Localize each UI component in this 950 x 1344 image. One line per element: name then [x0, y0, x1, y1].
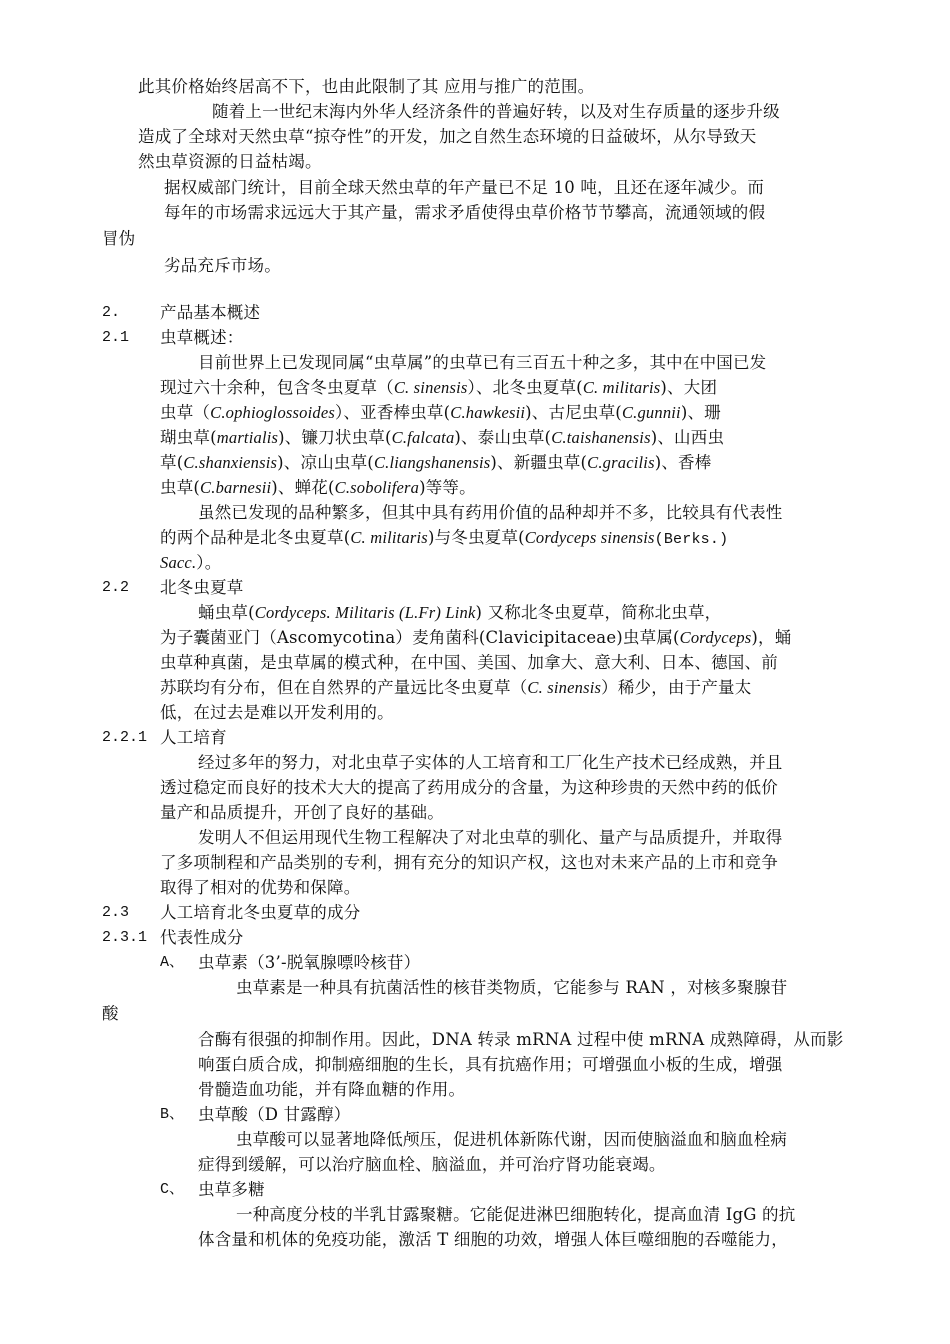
- paragraph-line: Sacc.）。: [160, 553, 222, 572]
- paragraph-line: 据权威部门统计，目前全球天然虫草的年产量已不足 10 吨，且还在逐年减少。而: [164, 178, 765, 197]
- paragraph-line: 经过多年的努力，对北虫草子实体的人工培育和工厂化生产技术已经成熟，并且: [198, 753, 783, 772]
- paragraph-line: 劣品充斥市场。: [164, 256, 281, 275]
- section-heading: 代表性成分: [160, 928, 244, 947]
- section-heading: 虫草概述：: [160, 328, 244, 347]
- section-heading: 人工培育北冬虫夏草的成分: [160, 903, 361, 922]
- paragraph-line: 瑚虫草(martialis)、镰刀状虫草(C.falcata)、泰山虫草(C.taishanensis)、山西虫: [160, 428, 725, 447]
- paragraph-line: 虽然已发现的品种繁多，但其中具有药用价值的品种却并不多，比较具有代表性: [198, 503, 783, 522]
- paragraph-line: 虫草（C.ophioglossoides）、亚香棒虫草(C.hawkesii)、古尼虫草(C.gunnii)、珊: [160, 403, 721, 422]
- paragraph-line: 造成了全球对天然虫草“掠夺性”的开发，加之自然生态环境的日益破坏，从尔导致天: [138, 127, 757, 146]
- paragraph-line: 虫草酸可以显著地降低颅压，促进机体新陈代谢，因而使脑溢血和脑血栓病: [236, 1130, 788, 1149]
- paragraph-line: 低，在过去是难以开发利用的。: [160, 703, 394, 722]
- paragraph-line: 虫草种真菌，是虫草属的模式种，在中国、美国、加拿大、意大利、日本、德国、前: [160, 653, 778, 672]
- paragraph-line: 草(C.shanxiensis)、凉山虫草(C.liangshanensis)、新疆虫草(C.gracilis)、香棒: [160, 453, 712, 472]
- paragraph-line: 随着上一世纪末海内外华人经济条件的普遍好转，以及对生存质量的逐步升级: [212, 102, 780, 121]
- section-heading: 产品基本概述: [160, 303, 261, 322]
- paragraph-line: 此其价格始终居高不下，也由此限制了其 应用与推广的范围。: [138, 77, 595, 96]
- list-item-title: 虫草素（3’-脱氧腺嘌呤核苷）: [198, 953, 421, 972]
- list-item-title: 虫草酸（D 甘露醇）: [198, 1105, 351, 1124]
- paragraph-line: 冒伪: [102, 229, 136, 248]
- paragraph-line: 合酶有很强的抑制作用。因此，DNA 转录 mRNA 过程中使 mRNA 成熟障碍，从而影: [198, 1030, 844, 1049]
- paragraph-line: 取得了相对的优势和保障。: [160, 878, 361, 897]
- paragraph-line: 响蛋白质合成，抑制癌细胞的生长，具有抗癌作用；可增强血小板的生成，增强: [198, 1055, 783, 1074]
- list-label: C、: [160, 1181, 185, 1198]
- paragraph-line: 虫草(C.barnesii)、蝉花(C.sobolifera)等等。: [160, 478, 476, 497]
- list-item-title: 虫草多糖: [198, 1180, 265, 1199]
- section-number: 2.2.1: [102, 729, 148, 746]
- paragraph-line: 骨髓造血功能，并有降血糖的作用。: [198, 1080, 466, 1099]
- paragraph-line: 每年的市场需求远远大于其产量，需求矛盾使得虫草价格节节攀高，流通领域的假: [164, 203, 766, 222]
- paragraph-line: 症得到缓解，可以治疗脑血栓、脑溢血，并可治疗肾功能衰竭。: [198, 1155, 666, 1174]
- paragraph-line: 目前世界上已发现同属“虫草属”的虫草已有三百五十种之多，其中在中国已发: [198, 353, 767, 372]
- list-label: B、: [160, 1106, 185, 1123]
- paragraph-line: 酸: [102, 1004, 119, 1023]
- paragraph-line: 现过六十余种，包含冬虫夏草（C. sinensis）、北冬虫夏草(C. militaris)、大团: [160, 378, 718, 397]
- paragraph-line: 为子囊菌亚门（Ascomycotina）麦角菌科(Clavicipitaceae)虫草属(Cordyceps)，蛹: [160, 628, 792, 647]
- paragraph-line: 的两个品种是北冬虫夏草(C. militaris)与冬虫夏草(Cordyceps sinensis(Berks.): [160, 528, 729, 548]
- paragraph-line: 了多项制程和产品类别的专利，拥有充分的知识产权，这也对未来产品的上市和竞争: [160, 853, 778, 872]
- list-label: A、: [160, 954, 185, 971]
- paragraph-line: 然虫草资源的日益枯竭。: [138, 152, 322, 171]
- section-number: 2.: [102, 304, 121, 321]
- section-number: 2.1: [102, 329, 130, 346]
- section-number: 2.3: [102, 904, 130, 921]
- paragraph-line: 量产和品质提升，开创了良好的基础。: [160, 803, 444, 822]
- paragraph-line: 苏联均有分布，但在自然界的产量远比冬虫夏草（C. sinensis）稀少，由于产量太: [160, 678, 752, 697]
- section-heading: 北冬虫夏草: [160, 578, 244, 597]
- paragraph-line: 蛹虫草(Cordyceps. Militaris (L.Fr) Link) 又称北冬虫夏草，简称北虫草，: [198, 603, 722, 622]
- paragraph-line: 虫草素是一种具有抗菌活性的核苷类物质，它能参与 RAN ，对核多聚腺苷: [236, 978, 788, 997]
- section-number: 2.3.1: [102, 929, 148, 946]
- section-number: 2.2: [102, 579, 130, 596]
- paragraph-line: 一种高度分枝的半乳甘露聚糖。它能促进淋巴细胞转化，提高血清 IgG 的抗: [236, 1205, 796, 1224]
- paragraph-line: 透过稳定而良好的技术大大的提高了药用成分的含量，为这种珍贵的天然中药的低价: [160, 778, 778, 797]
- section-heading: 人工培育: [160, 728, 227, 747]
- paragraph-line: 发明人不但运用现代生物工程解决了对北虫草的驯化、量产与品质提升，并取得: [198, 828, 783, 847]
- paragraph-line: 体含量和机体的免疫功能，激活 T 细胞的功效，增强人体巨噬细胞的吞噬能力，: [198, 1230, 788, 1249]
